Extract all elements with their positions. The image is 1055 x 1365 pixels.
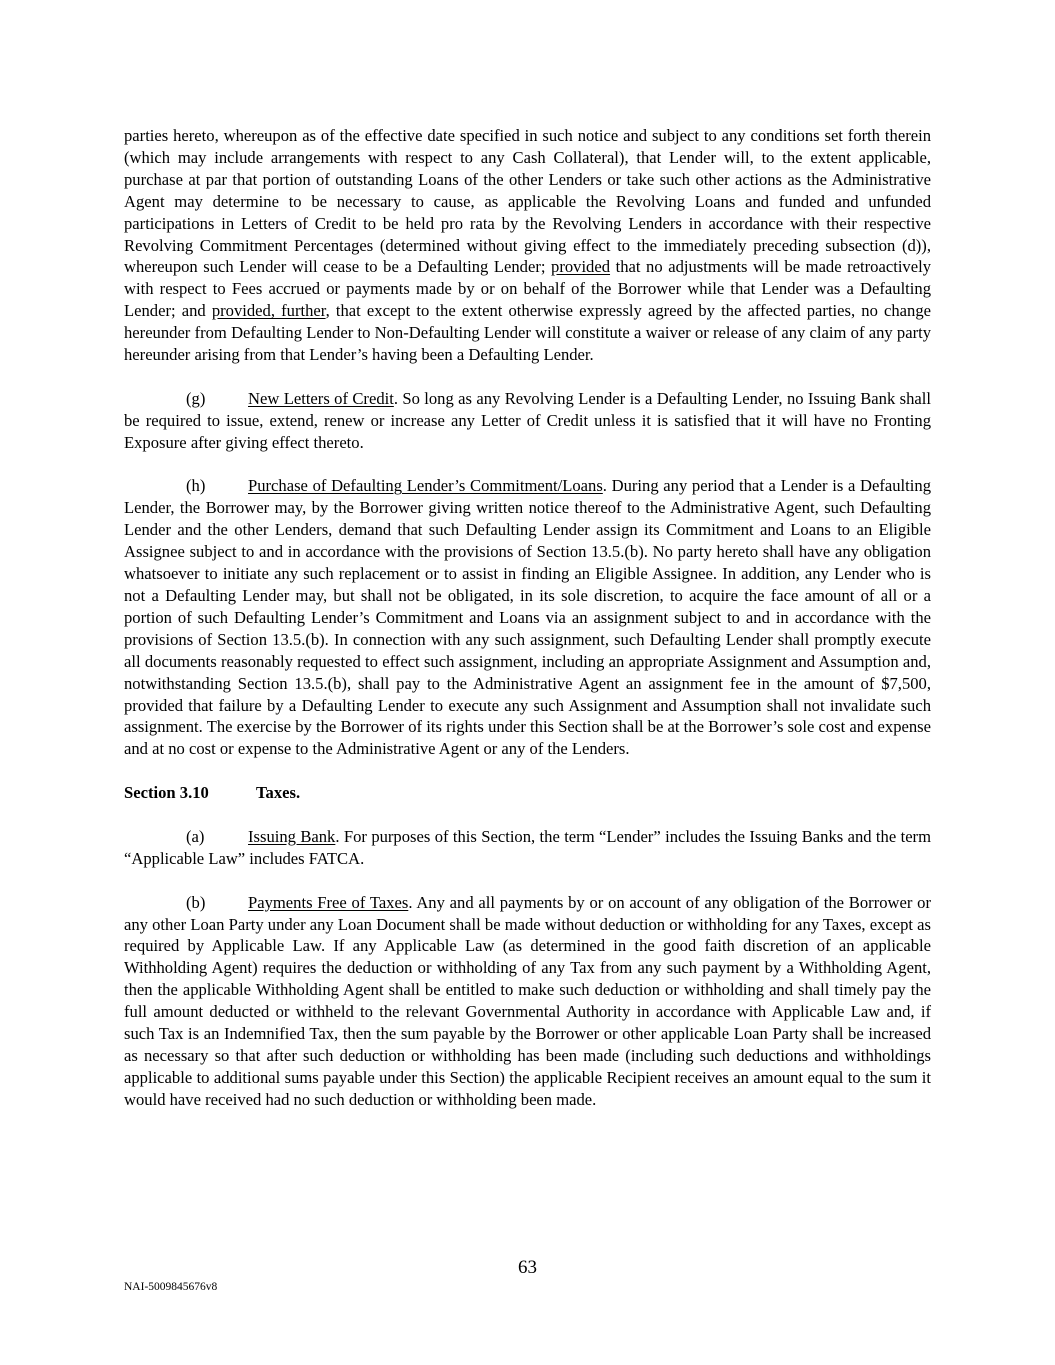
paragraph-text: , that except to the extent otherwise expressly agreed by the affected parties, no change hereunder from Defaulting Lender to Non-Defaulting Lender will constitute a waiver or release of any claim of any party hereunder arising from that Lender’s having been a Defaulting Lender. [124,301,931,365]
clause-body: . So long as any Revolving Lender is a Defaulting Lender, no Issuing Bank shall be required to issue, extend, renew or increase any Letter of Credit unless it is satisfied that it will have no Fronting Exposure after giving effect thereto. [124,388,931,452]
clause-label: (a) [186,826,205,846]
clause-body: . Any and all payments by or on account of any obligation of the Borrower or any other Loan Party under any Loan Document shall be made without deduction or withholding for any Taxes, except as required by Applicable Law. If any Applicable Law (as determined in the good faith discretion of an applicable Withholding Agent) requires the deduction or withholding of any Tax from any such payment by a Withholding Agent, then the applicable Withholding Agent shall be entitled to make such deduction or withholding and shall timely pay the full amount deducted or withheld to the relevant Governmental Authority in accordance with Applicable Law and, if such Tax is an Indemnified Tax, then the sum payable by the Borrower or other applicable Loan Party shall be increased as necessary so that after such deduction or withholding has been made (including such deductions and withholdings applicable to additional sums payable under this Section) the applicable Recipient receives an amount equal to the sum it would have received had no such deduction or withholding been made. [124,892,931,1109]
clause-h [124,475,931,760]
paragraph-text: that no adjustments will be made retroactively with respect to Fees accrued or payments made by or on behalf of the Borrower while that Lender was a Defaulting Lender; and [124,257,932,321]
paragraph-text: parties hereto, whereupon as of the effective date specified in such notice and subject to any conditions set forth therein (which may include arrangements with respect to any Cash Collateral), that Lender will, to the extent applicable, purchase at par that portion of outstanding Loans of the other Lenders or take such other actions as the Administrative Agent may determine to be necessary to cause, as applicable the Revolving Loans and funded and unfunded participations in Letters of Credit to be held pro rata by the Revolving Lenders in accordance with their respective Revolving Commitment Percentages (determined without giving effect to the immediately preceding subsection (d)), whereupon such Lender will cease to be a Defaulting Lender; [124,126,931,277]
clause-label: (h) [186,476,206,496]
clause-title: Issuing Bank [248,826,336,846]
clause-body: . For purposes of this Section, the term “Lender” includes the Issuing Banks and the term “Applicable Law” includes FATCA. [124,826,931,868]
document-body [124,125,931,1111]
section-heading [124,782,931,804]
clause-body: . During any period that a Lender is a Defaulting Lender, the Borrower may, by the Borrower giving written notice thereof to the Administrative Agent, such Defaulting Lender and the other Lenders, demand that such Defaulting Lender assign its Commitment and Loans to an Eligible Assignee subject to and in accordance with the provisions of Section 13.5.(b). No party hereto shall have any obligation whatsoever to initiate any such replacement or to assist in finding an Eligible Assignee. In addition, any Lender who is not a Defaulting Lender may, but shall not be obligated, in its sole discretion, to acquire the face amount of all or a portion of such Defaulting Lender’s Commitment and Loans via an assignment subject to and in accordance with the provisions of Section 13.5.(b). In connection with any such assignment, such Defaulting Lender shall promptly execute all documents reasonably requested to effect such assignment, including an appropriate Assignment and Assumption and, notwithstanding Section 13.5.(b), shall pay to the Administrative Agent an assignment fee in the amount of $7,500, provided that failure by a Defaulting Lender to execute any such Assignment and Assumption shall not invalidate such assignment. The exercise by the Borrower of its rights under this Section shall be at the Borrower’s sole cost and expense and at no cost or expense to the Administrative Agent or any of the Lenders. [124,476,931,759]
clause-b [124,892,931,1111]
provided-term: provided [551,257,611,277]
clause-title: New Letters of Credit [248,388,394,408]
clause-title: Payments Free of Taxes [248,892,409,912]
clause-label: (g) [186,388,206,408]
clause-label: (b) [186,892,206,912]
clause-g [124,388,931,454]
section-title: Taxes. [256,783,301,803]
document-id: NAI-5009845676v8 [124,1281,218,1293]
provided-further-term: provided, further [211,301,326,321]
paragraph-continuation [124,125,931,366]
clause-title: Purchase of Defaulting Lender’s Commitment/Loans [248,476,603,496]
section-number: Section 3.10 [124,783,209,803]
page-number: 63 [518,1257,537,1278]
clause-a [124,826,931,870]
